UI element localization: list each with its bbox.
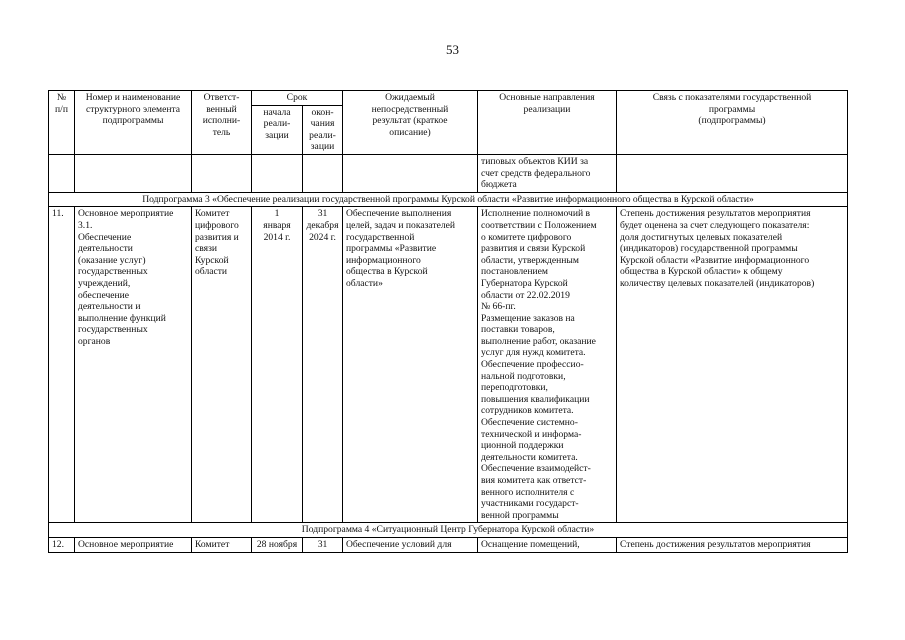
header-num: № п/п <box>49 91 75 155</box>
cell-empty <box>192 154 252 192</box>
section-3-title: Подпрограмма 3 «Обеспечение реализации государственной программы Курской области «Развитие информационного общества в Курской области» <box>49 192 848 207</box>
header-term-start: начала реали- зации <box>252 105 303 154</box>
table-row <box>49 537 848 552</box>
cell-empty <box>75 154 192 192</box>
cell-empty <box>49 154 75 192</box>
row12-name: Основное мероприятие <box>75 537 192 552</box>
row12-result: Обеспечение условий для <box>343 537 478 552</box>
row11-result: Обеспечение выполнения целей, задач и показателей государственной программы «Развитие информационного общества в Курской области» <box>343 207 478 523</box>
header-row <box>49 91 848 106</box>
cell-empty <box>343 154 478 192</box>
header-link: Связь с показателями государственной программы (подпрограммы) <box>617 91 848 155</box>
program-table <box>48 90 848 553</box>
row11-start: 1 января 2014 г. <box>252 207 303 523</box>
header-directions: Основные направления реализации <box>478 91 617 155</box>
continuation-row <box>49 154 848 192</box>
row12-directions: Оснащение помещений, <box>478 537 617 552</box>
header-term: Срок <box>252 91 343 106</box>
row11-num: 11. <box>49 207 75 523</box>
row11-name: Основное мероприятие 3.1. Обеспечение деятельности (оказание услуг) государственных учреждений, обеспечение деятельности и выполнение функций государственных органов <box>75 207 192 523</box>
table-row <box>49 207 848 523</box>
header-result: Ожидаемый непосредственный результат (краткое описание) <box>343 91 478 155</box>
row12-num: 12. <box>49 537 75 552</box>
cell-empty <box>303 154 343 192</box>
cell-empty <box>252 154 303 192</box>
row12-executor: Комитет <box>192 537 252 552</box>
row11-link: Степень достижения результатов мероприятия будет оценена за счет следующего показателя: доля достигнутых целевых показателей (индикаторов) государственной программы Курской области «Развитие информационного общества в Курской области» к общему количеству целевых показателей (индикаторов) <box>617 207 848 523</box>
row12-link: Степень достижения результатов мероприятия <box>617 537 848 552</box>
header-executor: Ответст- венный исполни- тель <box>192 91 252 155</box>
row12-end: 31 <box>303 537 343 552</box>
row12-start: 28 ноября <box>252 537 303 552</box>
cell-empty <box>617 154 848 192</box>
section-4-title: Подпрограмма 4 «Ситуационный Центр Губернатора Курской области» <box>49 523 848 538</box>
row11-directions: Исполнение полномочий в соответствии с Положением о комитете цифрового развития и связи Курской области, утвержденным постановлением Губернатора Курской области от 22.02.2019 № 66-пг. Размещение заказов на поставки товаров, выполнение работ, оказание услуг для нужд комитета. Обеспечение профессио- нальной подготовки, переподготовки, повышения квалификации сотрудников комитета. Обеспечение системно- технической и информа- ционной поддержки деятельности комитета. Обеспечение взаимодейст- вия комитета как ответст- венного исполнителя с участниками государст- венной программы <box>478 207 617 523</box>
section-row <box>49 192 848 207</box>
page-number: 53 <box>446 42 459 57</box>
row11-end: 31 декабря 2024 г. <box>303 207 343 523</box>
header-name: Номер и наименование структурного элемента подпрограммы <box>75 91 192 155</box>
section-row <box>49 523 848 538</box>
row11-executor: Комитет цифрового развития и связи Курской области <box>192 207 252 523</box>
header-term-end: окон- чания реали- зации <box>303 105 343 154</box>
continuation-directions: типовых объектов КИИ за счет средств федерального бюджета <box>478 154 617 192</box>
